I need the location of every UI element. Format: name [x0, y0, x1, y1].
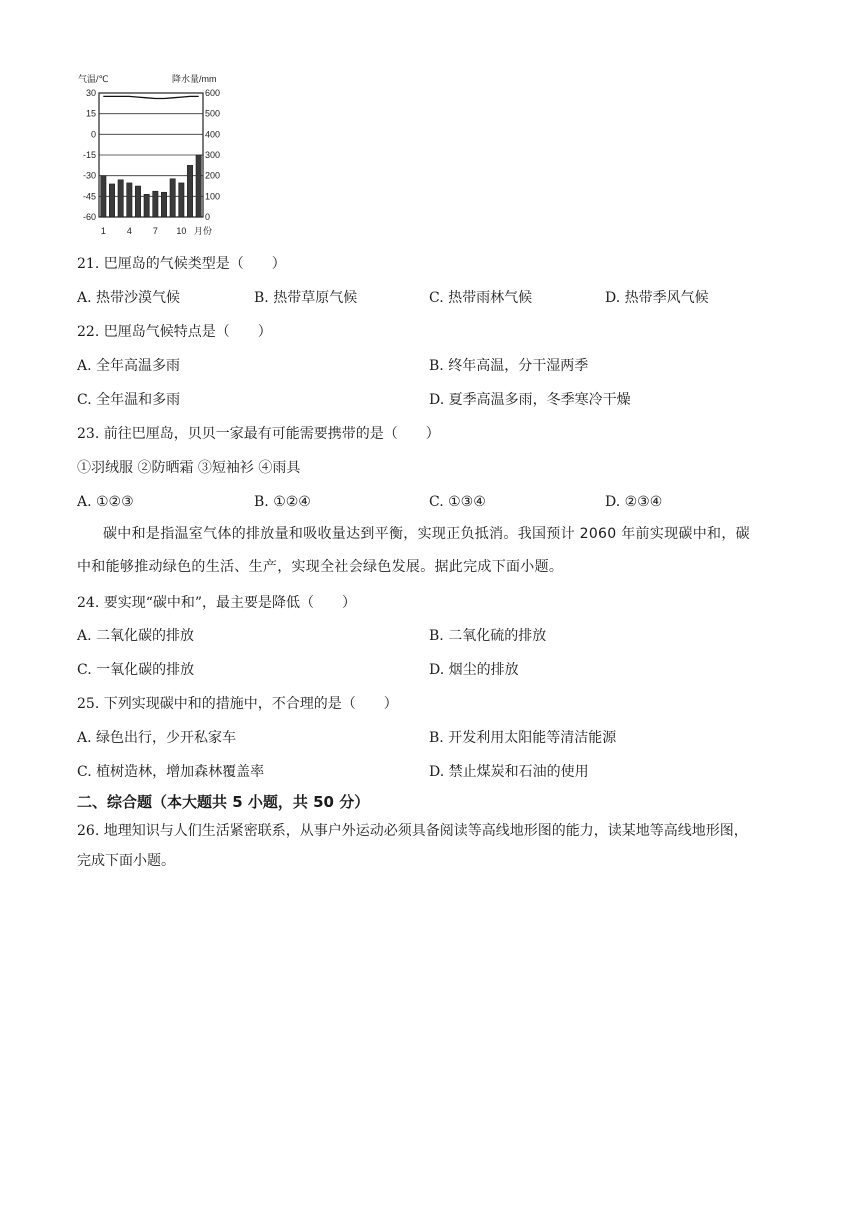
- q22-option-d[interactable]: D. 夏季高温多雨，冬季寒冷干燥: [429, 392, 631, 408]
- climate-chart: [76, 72, 226, 242]
- q25-option-c[interactable]: C. 植树造林，增加森林覆盖率: [77, 764, 265, 780]
- q25-option-a[interactable]: A. 绿色出行，少开私家车: [77, 730, 237, 746]
- precipitation-bar: [135, 186, 140, 217]
- section-2-heading: 二、综合题（本大题共 5 小题，共 50 分）: [77, 793, 370, 811]
- q23-option-d[interactable]: D. ②③④: [605, 494, 663, 510]
- q22-option-a[interactable]: A. 全年高温多雨: [77, 358, 181, 374]
- precipitation-bar: [196, 155, 201, 217]
- q26-line-2: 完成下面小题。: [77, 853, 175, 869]
- right-tick-label: 500: [205, 108, 221, 119]
- precipitation-bar: [179, 183, 184, 217]
- left-tick-label: 15: [85, 108, 96, 119]
- question-25-stem: 25. 下列实现碳中和的措施中，不合理的是（ ）: [77, 696, 398, 712]
- left-tick-label: -45: [82, 191, 96, 202]
- question-21-stem: 21. 巴厘岛的气候类型是（ ）: [77, 256, 286, 272]
- left-tick-label: 0: [90, 129, 96, 140]
- q25-option-b[interactable]: B. 开发利用太阳能等清洁能源: [429, 730, 617, 746]
- question-23-items: ①羽绒服 ②防晒霜 ③短袖衫 ④雨具: [77, 460, 301, 476]
- left-axis-label: 气温/℃: [78, 74, 109, 84]
- precipitation-bar: [109, 184, 114, 217]
- right-tick-label: 300: [205, 150, 221, 160]
- left-tick-label: -60: [82, 212, 96, 222]
- temperature-line: [103, 96, 198, 98]
- right-tick-label: 400: [205, 129, 221, 140]
- q21-option-d[interactable]: D. 热带季风气候: [605, 290, 709, 306]
- q23-option-b[interactable]: B. ①②④: [254, 494, 311, 510]
- x-tick-label: 10: [176, 226, 187, 236]
- precipitation-bar: [118, 180, 123, 217]
- question-22-stem: 22. 巴厘岛气候特点是（ ）: [77, 324, 272, 340]
- precipitation-bar: [170, 179, 175, 217]
- x-axis-label: 月份: [194, 226, 213, 236]
- q23-option-a[interactable]: A. ①②③: [77, 494, 134, 510]
- right-axis-label: 降水量/mm: [172, 74, 217, 84]
- q22-option-b[interactable]: B. 终年高温，分干湿两季: [429, 358, 589, 374]
- q24-option-d[interactable]: D. 烟尘的排放: [429, 662, 519, 678]
- precipitation-bar: [127, 183, 132, 217]
- passage-line-1: 碳中和是指温室气体的排放量和吸收量达到平衡，实现正负抵消。我国预计 2060 年前实现碳中和，碳: [103, 526, 750, 542]
- passage-line-2: 中和能够推动绿色的生活、生产，实现全社会绿色发展。据此完成下面小题。: [77, 559, 564, 575]
- q22-option-c[interactable]: C. 全年温和多雨: [77, 392, 181, 408]
- x-tick-label: 7: [152, 226, 158, 236]
- q23-option-c[interactable]: C. ①③④: [429, 494, 486, 510]
- precipitation-bar: [161, 192, 166, 217]
- q21-option-b[interactable]: B. 热带草原气候: [254, 290, 358, 306]
- x-tick-label: 1: [100, 226, 106, 236]
- right-tick-label: 200: [205, 170, 221, 181]
- right-tick-label: 600: [205, 88, 221, 98]
- question-24-stem: 24. 要实现“碳中和”，最主要是降低（ ）: [77, 595, 357, 611]
- q21-option-c[interactable]: C. 热带雨林气候: [429, 290, 533, 306]
- question-23-stem: 23. 前往巴厘岛，贝贝一家最有可能需要携带的是（ ）: [77, 426, 440, 442]
- climate-chart-svg: [76, 72, 226, 242]
- precipitation-bar: [101, 176, 106, 217]
- precipitation-bar: [187, 165, 192, 217]
- q21-option-a[interactable]: A. 热带沙漠气候: [77, 290, 181, 306]
- right-tick-label: 0: [205, 212, 211, 222]
- right-tick-label: 100: [205, 191, 221, 202]
- left-tick-label: -15: [82, 150, 96, 160]
- carbon-neutral-passage: [77, 518, 785, 584]
- precipitation-bar: [153, 191, 158, 217]
- question-26: [77, 816, 787, 876]
- left-tick-label: 30: [85, 88, 96, 98]
- q24-option-c[interactable]: C. 一氧化碳的排放: [77, 662, 195, 678]
- q24-option-a[interactable]: A. 二氧化碳的排放: [77, 628, 195, 644]
- q25-option-d[interactable]: D. 禁止煤炭和石油的使用: [429, 764, 589, 780]
- x-tick-label: 4: [126, 226, 132, 236]
- left-tick-label: -30: [82, 170, 96, 181]
- q24-option-b[interactable]: B. 二氧化硫的排放: [429, 628, 547, 644]
- precipitation-bar: [144, 194, 149, 217]
- q26-line-1: 26. 地理知识与人们生活紧密联系，从事户外运动必须具备阅读等高线地形图的能力，读某地等高线地形图，: [77, 823, 748, 839]
